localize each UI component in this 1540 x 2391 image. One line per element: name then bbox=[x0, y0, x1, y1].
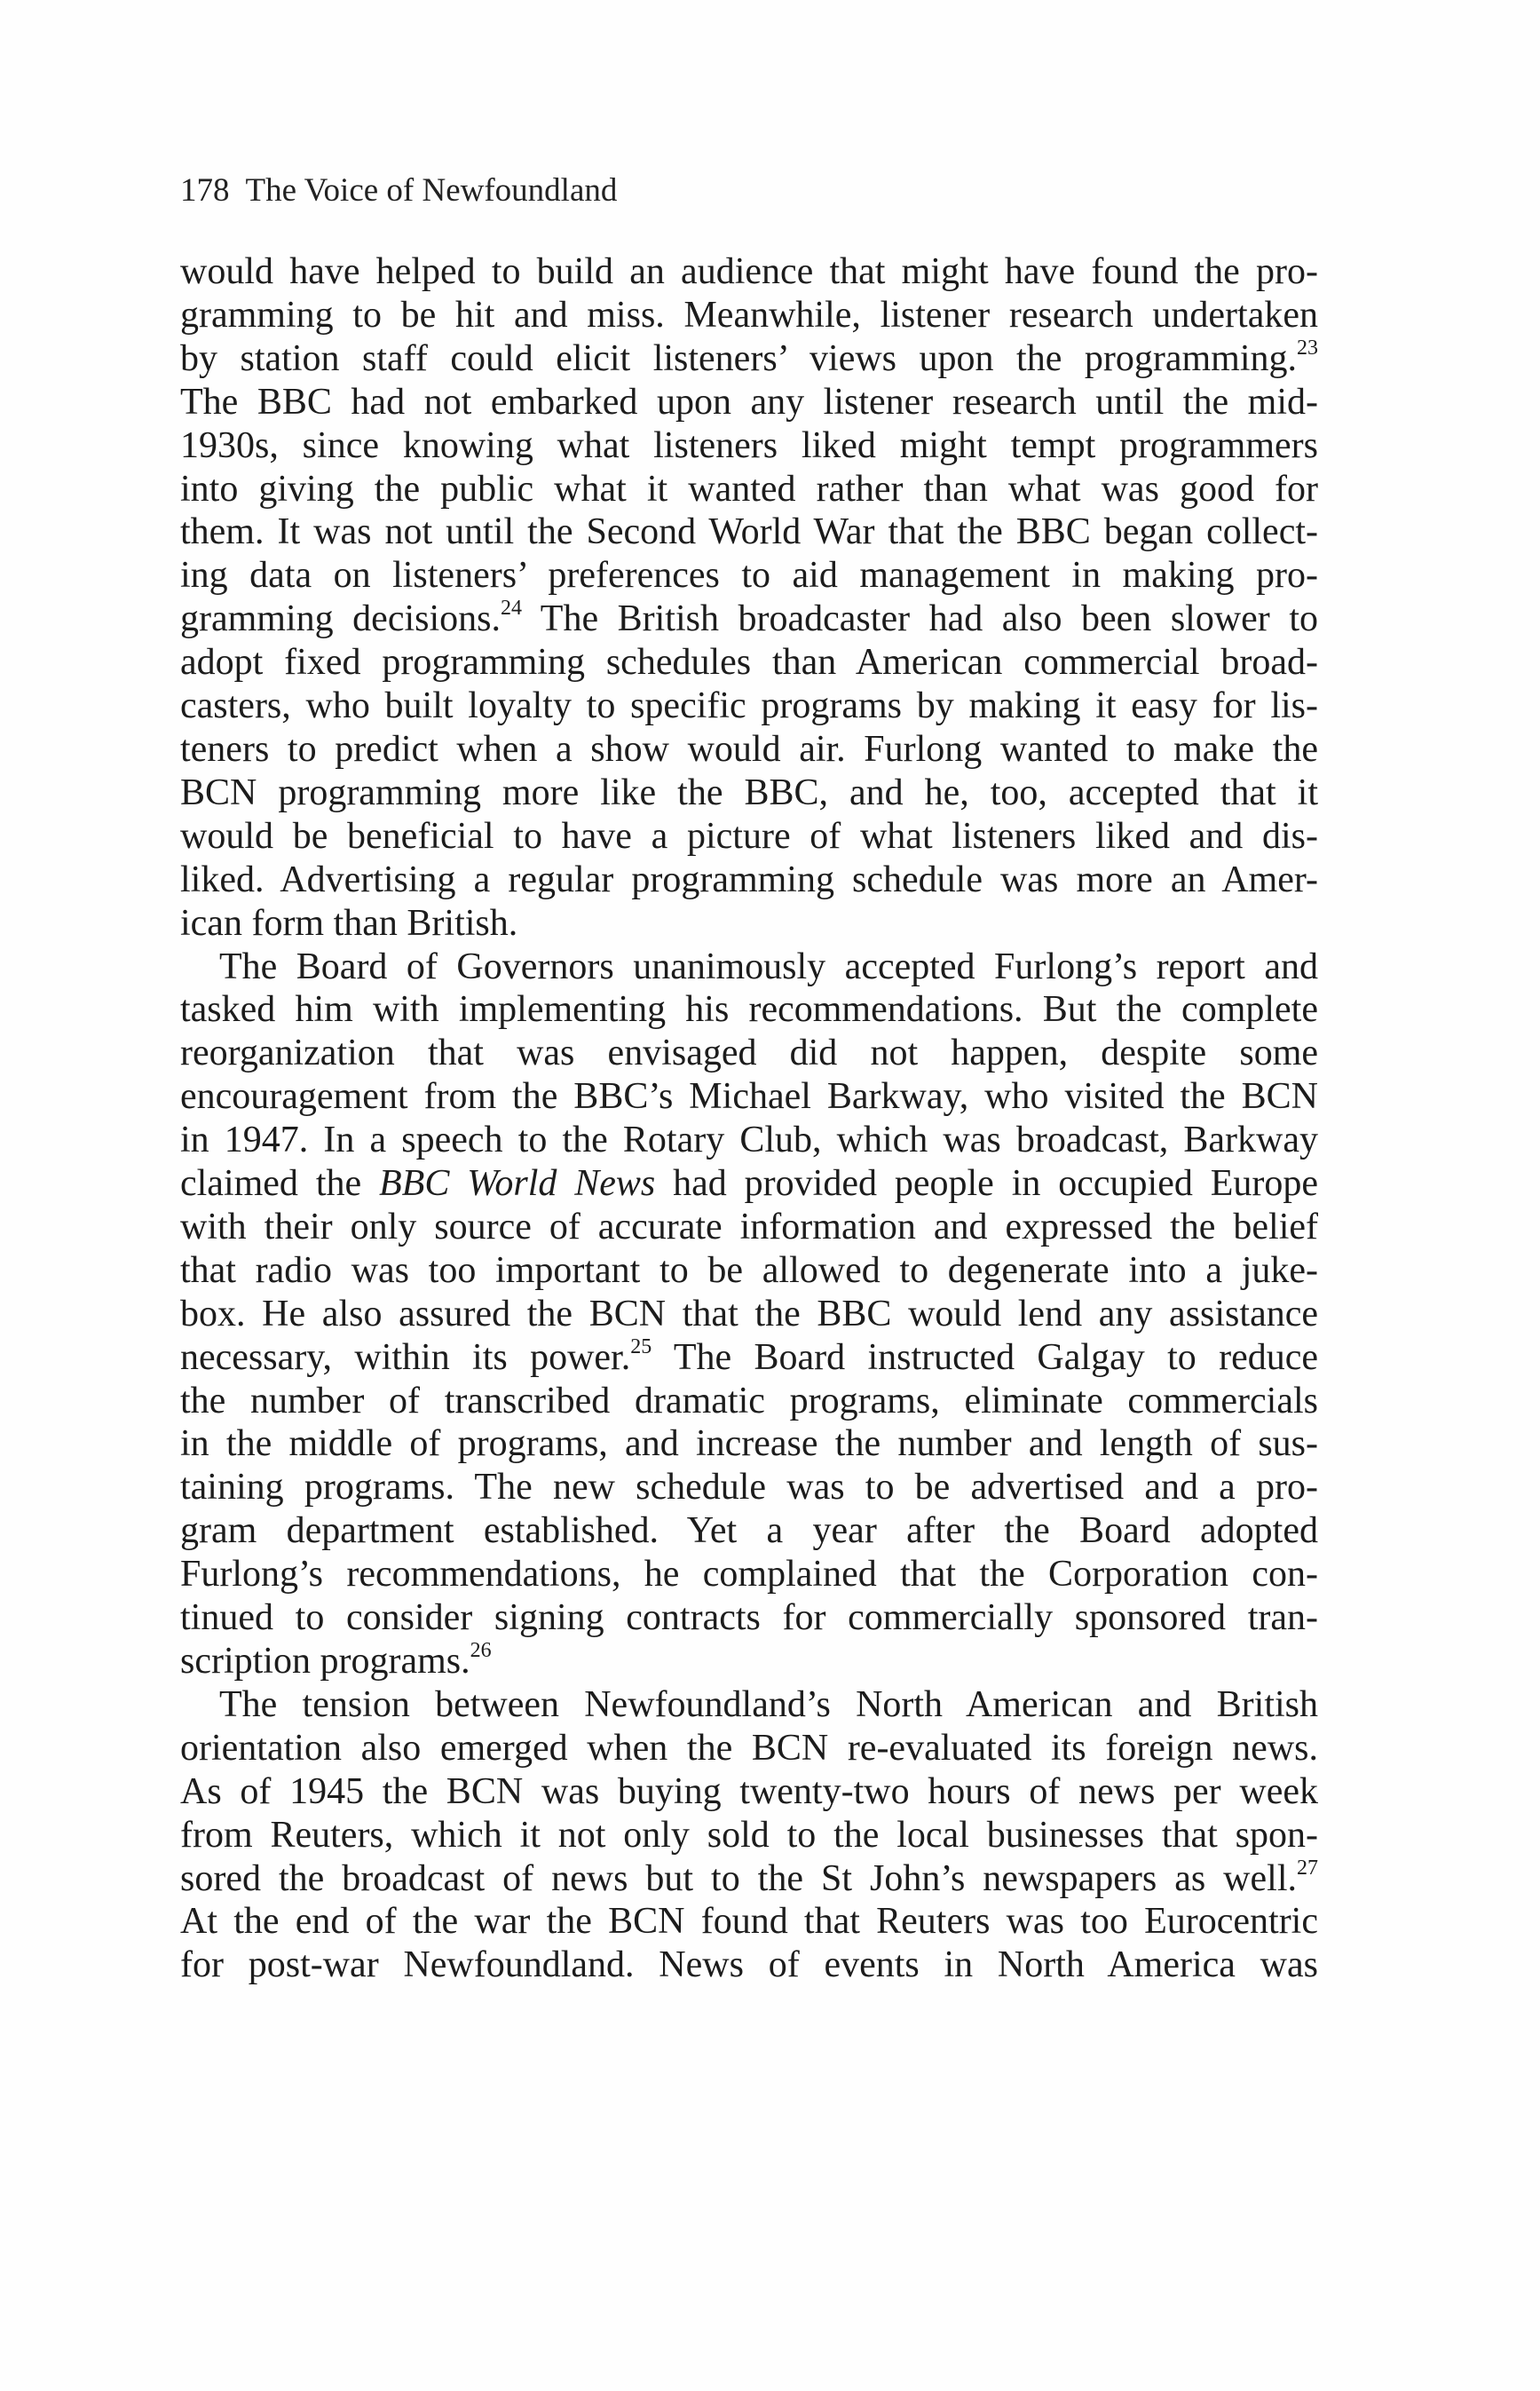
footnote-ref: 23 bbox=[1297, 336, 1318, 360]
text-line bbox=[180, 728, 1318, 772]
text-run: ing data on listeners’ preferences to aid management in making pro- bbox=[180, 555, 1318, 597]
text-run: reorganization that was envisaged did not happen, despite some bbox=[180, 1033, 1318, 1074]
text-run: casters, who built loyalty to specific programs by making it easy for lis- bbox=[180, 685, 1318, 727]
page-number: 178 bbox=[180, 172, 230, 209]
text-run: would have helped to build an audience that might have found the pro- bbox=[180, 251, 1318, 292]
paragraph bbox=[180, 946, 1318, 1683]
text-line bbox=[180, 1075, 1318, 1119]
text-run: Furlong’s recommendations, he complained that the Corporation con- bbox=[180, 1554, 1318, 1595]
text-run: teners to predict when a show would air. Furlong wanted to make the bbox=[180, 728, 1318, 770]
text-line bbox=[180, 1640, 1318, 1683]
paragraph bbox=[180, 250, 1318, 946]
text-line bbox=[180, 1162, 1318, 1206]
text-line bbox=[180, 1553, 1318, 1596]
text-line bbox=[180, 902, 1318, 946]
text-line bbox=[180, 250, 1318, 294]
text-run: encouragement from the BBC’s Michael Barkway, who visited the BCN bbox=[180, 1076, 1318, 1118]
text-line bbox=[180, 772, 1318, 815]
text-line bbox=[180, 1814, 1318, 1857]
text-run: gramming decisions. bbox=[180, 598, 501, 640]
text-run: tasked him with implementing his recommendations. But the complete bbox=[180, 989, 1318, 1031]
text-run: gramming to be hit and miss. Meanwhile, listener research undertaken bbox=[180, 294, 1318, 336]
paragraph bbox=[180, 1683, 1318, 1987]
text-run: ican form than British. bbox=[180, 902, 518, 944]
text-line bbox=[180, 337, 1318, 381]
text-run: that radio was too important to be allowed to degenerate into a juke- bbox=[180, 1249, 1318, 1291]
text-run: gram department established. Yet a year after the Board adopted bbox=[180, 1510, 1318, 1552]
text-line bbox=[180, 424, 1318, 468]
text-run: adopt fixed programming schedules than American commercial broad- bbox=[180, 642, 1318, 684]
text-line bbox=[180, 1466, 1318, 1509]
text-line bbox=[180, 815, 1318, 859]
text-line bbox=[180, 1032, 1318, 1075]
text-line bbox=[180, 1509, 1318, 1553]
text-run: The BBC had not embarked upon any listener research until the mid- bbox=[180, 381, 1318, 423]
text-run: sored the broadcast of news but to the St John’s newspapers as well. bbox=[180, 1857, 1297, 1899]
text-line bbox=[180, 641, 1318, 685]
text-line bbox=[180, 685, 1318, 728]
text-line bbox=[180, 294, 1318, 337]
text-run: liked. Advertising a regular programming schedule was more an Amer- bbox=[180, 859, 1318, 900]
text-run: for post-war Newfoundland. News of events in North America was bbox=[180, 1944, 1318, 1986]
footnote-ref: 26 bbox=[470, 1639, 492, 1662]
text-line bbox=[180, 1727, 1318, 1770]
text-run: The Board of Governors unanimously accepted Furlong’s report and bbox=[219, 946, 1318, 987]
footnote-ref: 24 bbox=[501, 597, 522, 621]
text-run: 1930s, since knowing what listeners liked might tempt programmers bbox=[180, 424, 1318, 466]
text-line bbox=[180, 1293, 1318, 1336]
text-line bbox=[180, 468, 1318, 511]
footnote-ref: 27 bbox=[1297, 1856, 1318, 1880]
running-head bbox=[180, 171, 617, 210]
text-line bbox=[180, 1249, 1318, 1293]
text-line bbox=[180, 1683, 1318, 1727]
text-run: scription programs. bbox=[180, 1641, 470, 1682]
text-line bbox=[180, 1380, 1318, 1423]
text-run: them. It was not until the Second World War that the BBC began collect- bbox=[180, 511, 1318, 553]
text-run: taining programs. The new schedule was to be advertised and a pro- bbox=[180, 1467, 1318, 1508]
footnote-ref: 25 bbox=[630, 1334, 652, 1358]
text-line bbox=[180, 1596, 1318, 1640]
text-run: into giving the public what it wanted rather than what was good for bbox=[180, 468, 1318, 510]
text-line bbox=[180, 859, 1318, 902]
text-run: box. He also assured the BCN that the BBC would lend any assistance bbox=[180, 1293, 1318, 1334]
text-line bbox=[180, 946, 1318, 989]
text-line bbox=[180, 1944, 1318, 1987]
text-run: from Reuters, which it not only sold to the local businesses that spon- bbox=[180, 1814, 1318, 1856]
text-line bbox=[180, 1336, 1318, 1380]
text-run: by station staff could elicit listeners’ views upon the programming. bbox=[180, 337, 1297, 379]
text-line bbox=[180, 988, 1318, 1032]
text-line bbox=[180, 511, 1318, 554]
text-line bbox=[180, 554, 1318, 598]
text-run: in the middle of programs, and increase the number and length of sus- bbox=[180, 1423, 1318, 1465]
text-run: had provided people in occupied Europe bbox=[655, 1163, 1318, 1205]
text-run: claimed the bbox=[180, 1163, 380, 1205]
italic-title: BBC World News bbox=[379, 1163, 656, 1205]
text-line bbox=[180, 1770, 1318, 1814]
text-line bbox=[180, 1857, 1318, 1901]
text-line bbox=[180, 1422, 1318, 1466]
text-line bbox=[180, 1119, 1318, 1162]
text-run: The tension between Newfoundland’s North American and British bbox=[219, 1683, 1318, 1725]
text-run: in 1947. In a speech to the Rotary Club, which was broadcast, Barkway bbox=[180, 1120, 1318, 1161]
text-line bbox=[180, 1900, 1318, 1944]
body-text bbox=[180, 250, 1318, 1987]
text-run: As of 1945 the BCN was buying twenty-two hours of news per week bbox=[180, 1770, 1318, 1812]
text-run: would be beneficial to have a picture of what listeners liked and dis- bbox=[180, 815, 1318, 857]
text-run: At the end of the war the BCN found that Reuters was too Eurocentric bbox=[180, 1901, 1318, 1943]
text-run: the number of transcribed dramatic programs, eliminate commercials bbox=[180, 1380, 1318, 1421]
text-line bbox=[180, 598, 1318, 641]
text-line bbox=[180, 381, 1318, 424]
text-line bbox=[180, 1206, 1318, 1249]
text-run: necessary, within its power. bbox=[180, 1336, 631, 1378]
text-run: orientation also emerged when the BCN re-evaluated its foreign news. bbox=[180, 1727, 1318, 1769]
text-run: The British broadcaster had also been slower to bbox=[522, 598, 1318, 640]
text-run: tinued to consider signing contracts for commercially sponsored tran- bbox=[180, 1597, 1318, 1639]
text-run: The Board instructed Galgay to reduce bbox=[652, 1336, 1318, 1378]
text-run: with their only source of accurate information and expressed the belief bbox=[180, 1206, 1318, 1247]
running-title: The Voice of Newfoundland bbox=[245, 172, 618, 209]
text-run: BCN programming more like the BBC, and he, too, accepted that it bbox=[180, 772, 1318, 813]
